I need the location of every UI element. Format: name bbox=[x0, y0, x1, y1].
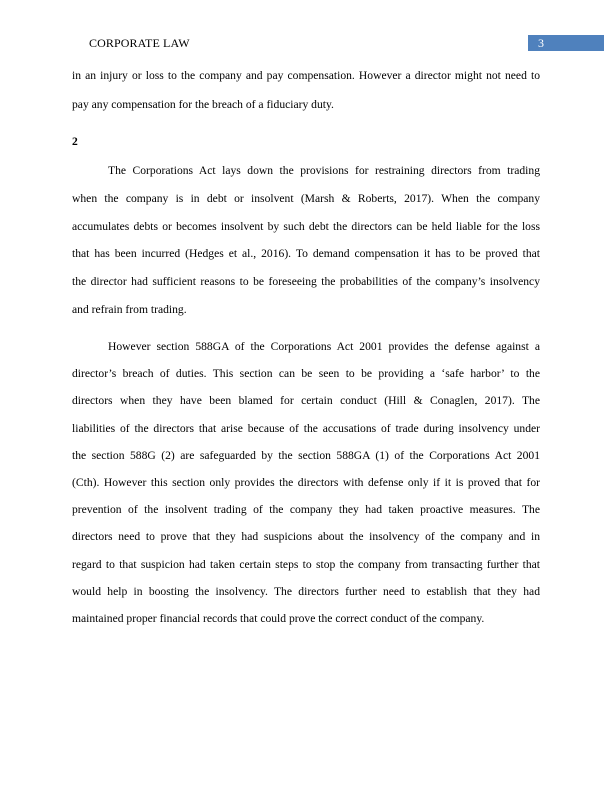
paragraph-line: accumulates debts or becomes insolvent by such debt the directors can be held liable for the loss bbox=[72, 219, 540, 233]
paragraph-line: directors need to prove that they had suspicions about the insolvency of the company and in bbox=[72, 530, 540, 544]
running-header: CORPORATE LAW bbox=[89, 36, 190, 50]
paragraph-line: liabilities of the directors that arise because of the accusations of trade during insolvency under bbox=[72, 421, 540, 435]
paragraph-line: However section 588GA of the Corporations Act 2001 provides the defense against a bbox=[108, 340, 540, 353]
section-heading: 2 bbox=[72, 135, 78, 148]
paragraph-line: maintained proper financial records that could prove the correct conduct of the company. bbox=[72, 612, 485, 625]
paragraph-line: The Corporations Act lays down the provisions for restraining directors from trading bbox=[108, 164, 540, 177]
paragraph-line: director’s breach of duties. This section can be seen to be providing a ‘safe harbor’ to the bbox=[72, 367, 540, 381]
paragraph-line: the section 588G (2) are safeguarded by the section 588GA (1) of the Corporations Act 2001 bbox=[72, 448, 540, 462]
paragraph-line: and refrain from trading. bbox=[72, 303, 187, 316]
paragraph-line: regard to that suspicion had taken certain steps to stop the company from transacting further that bbox=[72, 557, 540, 571]
paragraph-line: when the company is in debt or insolvent (Marsh & Roberts, 2017). When the company bbox=[72, 191, 540, 205]
paragraph-line: would help in boosting the insolvency. The directors further need to establish that they had bbox=[72, 584, 540, 598]
paragraph-line: pay any compensation for the breach of a fiduciary duty. bbox=[72, 98, 334, 111]
paragraph-line: in an injury or loss to the company and pay compensation. However a director might not need to bbox=[72, 69, 540, 82]
paragraph-line: the director had sufficient reasons to be foreseeing the probabilities of the company’s insolvency bbox=[72, 275, 540, 289]
paragraph-line: that has been incurred (Hedges et al., 2016). To demand compensation it has to be proved that bbox=[72, 247, 540, 261]
paragraph-line: (Cth). However this section only provides the directors with defense only if it is proved that for bbox=[72, 476, 540, 489]
paragraph-line: directors when they have been blamed for certain conduct (Hill & Conaglen, 2017). The bbox=[72, 394, 540, 408]
page-number: 3 bbox=[528, 35, 604, 51]
paragraph-line: prevention of the insolvent trading of the company they had taken proactive measures. The bbox=[72, 503, 540, 517]
